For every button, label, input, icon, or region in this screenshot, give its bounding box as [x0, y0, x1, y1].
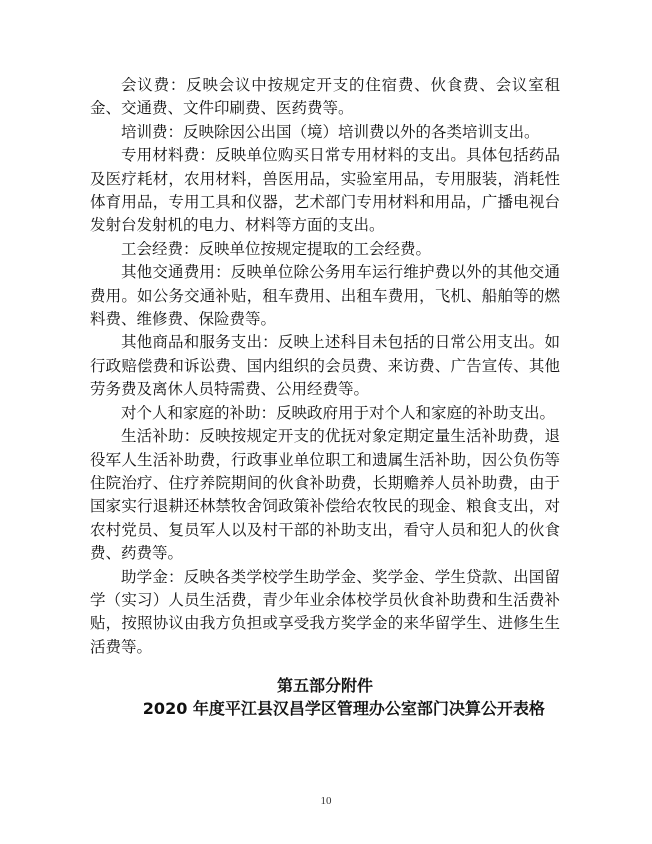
paragraph-living-subsidy: 生活补助：反映按规定开支的优抚对象定期定量生活补助费，退役军人生活补助费，行政事业单位职工和遗属生活补助，因公负伤等住院治疗、住疗养院期间的伙食补助费，长期赡养人员补助费，由于国家实行退耕还林禁牧舍饲政策补偿给农牧民的现金、粮食支出，对农村党员、复员军人以及村干部的补助支出，看守人员和犯人的伙食费、药费等。 [90, 427, 560, 563]
paragraph-meeting-fees: 会议费：反映会议中按规定开支的住宿费、伙食费、会议室租金、交通费、文件印刷费、医药费等。 [90, 76, 560, 118]
paragraph-other-goods-services: 其他商品和服务支出：反映上述科目未包括的日常公用支出。如行政赔偿费和诉讼费、国内组织的会员费、来访费、广告宣传、其他劳务费及离休人员特需费、公用经费等。 [90, 333, 560, 399]
section-title: 2020 年度平江县汉昌学区管理办公室部门决算公开表格 [142, 699, 545, 718]
paragraph-training-fees: 培训费：反映除因公出国（境）培训费以外的各类培训支出。 [121, 122, 540, 141]
page-number: 10 [320, 795, 332, 807]
paragraph-student-grants: 助学金：反映各类学校学生助学金、奖学金、学生贷款、出国留学（实习）人员生活费，青少年业余体校学员伙食补助费和生活费补贴，按照协议由我方负担或享受我方奖学金的来华留学生、进修生生活费等。 [90, 567, 560, 656]
body-text [90, 74, 560, 659]
paragraph-other-transport: 其他交通费用：反映单位除公务用车运行维护费以外的其他交通费用。如公务交通补贴，租车费用、出租车费用，飞机、船舶等的燃料费、维修费、保险费等。 [90, 263, 560, 329]
paragraph-union-funds: 工会经费：反映单位按规定提取的工会经费。 [121, 239, 432, 258]
paragraph-personal-family-subsidy: 对个人和家庭的补助：反映政府用于对个人和家庭的补助支出。 [121, 403, 556, 422]
paragraph-special-materials: 专用材料费：反映单位购买日常专用材料的支出。具体包括药品及医疗耗材，农用材料，兽医用品，实验室用品，专用服装，消耗性体育用品，专用工具和仪器，艺术部门专用材料和用品，广播电视台发射台发射机的电力、材料等方面的支出。 [90, 146, 560, 235]
section-heading: 第五部分附件 [276, 676, 373, 695]
